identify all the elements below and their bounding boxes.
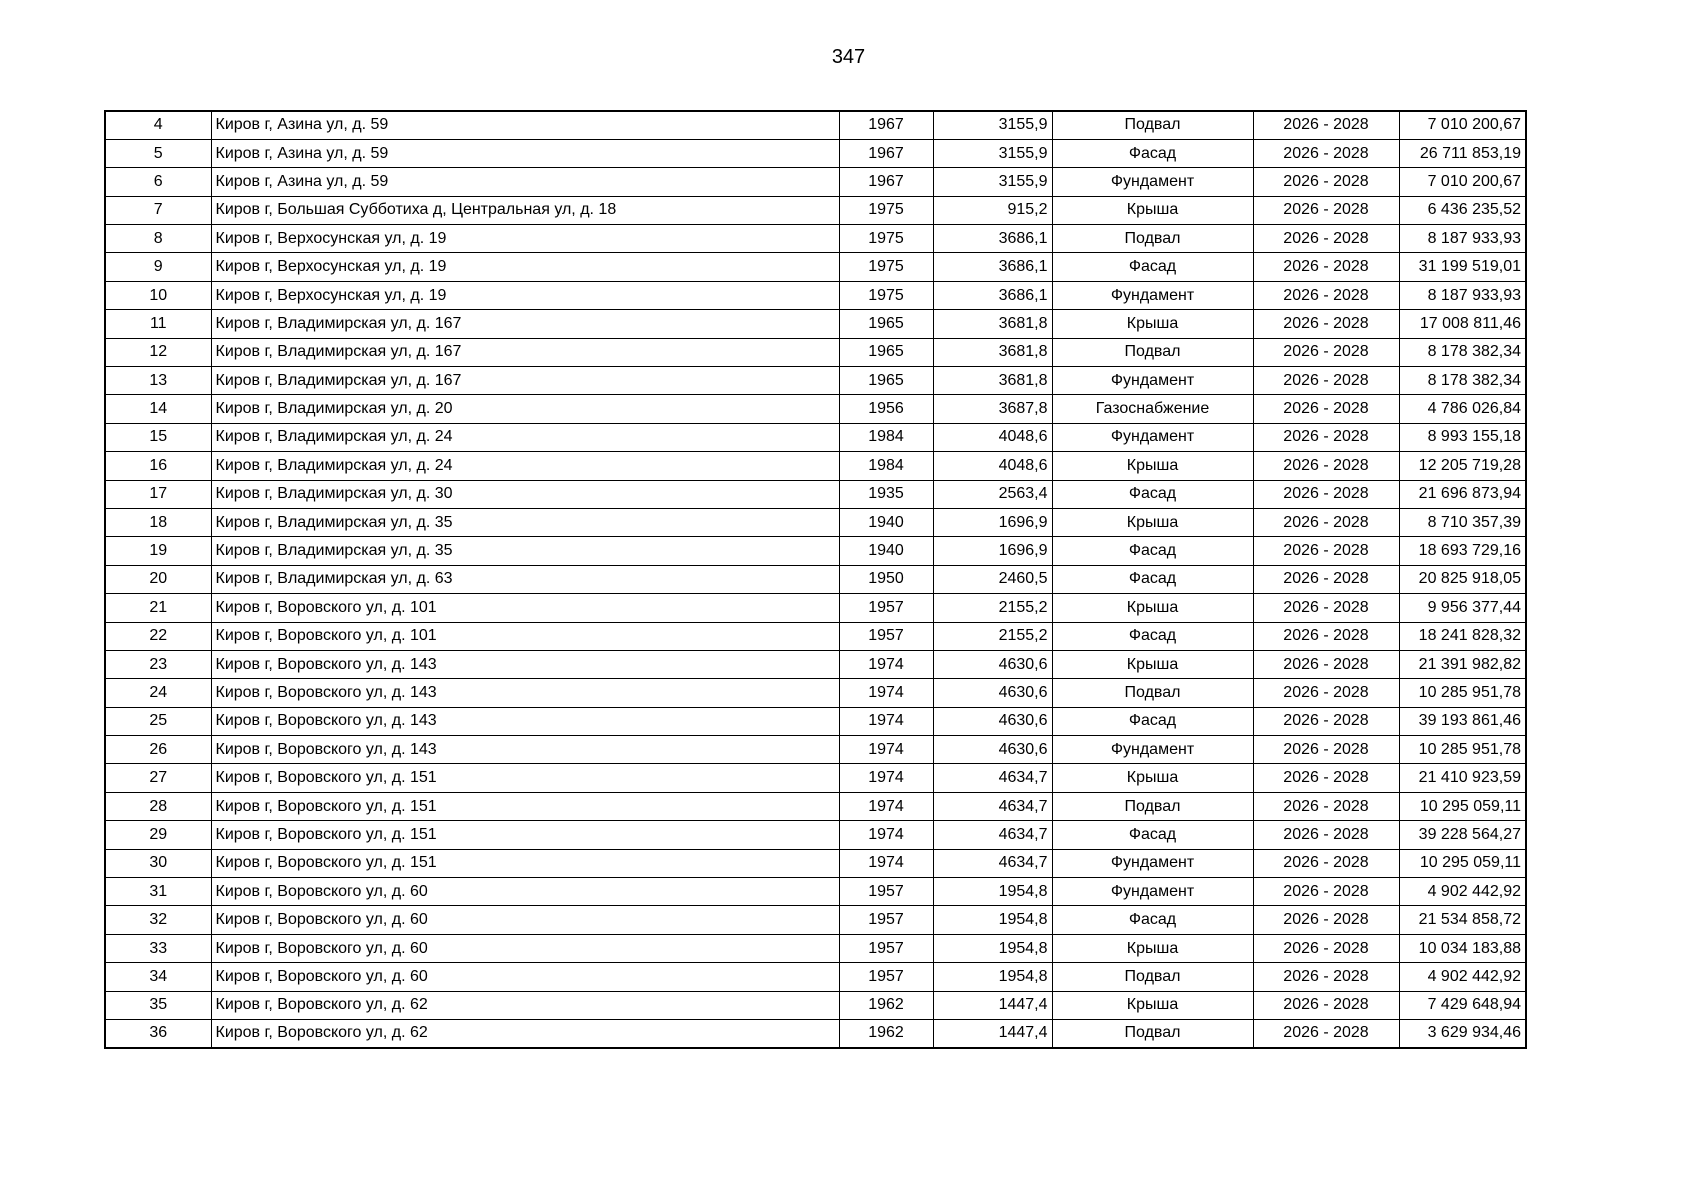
- year-built-cell: 1957: [839, 934, 933, 962]
- area-cell: 3155,9: [933, 111, 1052, 139]
- period-cell: 2026 - 2028: [1253, 963, 1399, 991]
- address-cell: Киров г, Азина ул, д. 59: [211, 168, 839, 196]
- year-built-cell: 1974: [839, 821, 933, 849]
- period-cell: 2026 - 2028: [1253, 395, 1399, 423]
- year-built-cell: 1940: [839, 537, 933, 565]
- address-cell: Киров г, Азина ул, д. 59: [211, 139, 839, 167]
- area-cell: 3686,1: [933, 281, 1052, 309]
- table-row: [105, 622, 1526, 650]
- period-cell: 2026 - 2028: [1253, 452, 1399, 480]
- table-row: [105, 594, 1526, 622]
- table-row: [105, 906, 1526, 934]
- period-cell: 2026 - 2028: [1253, 736, 1399, 764]
- work-type-cell: Крыша: [1052, 764, 1253, 792]
- cost-cell: 21 410 923,59: [1399, 764, 1526, 792]
- year-built-cell: 1984: [839, 423, 933, 451]
- address-cell: Киров г, Воровского ул, д. 143: [211, 650, 839, 678]
- address-cell: Киров г, Владимирская ул, д. 167: [211, 338, 839, 366]
- period-cell: 2026 - 2028: [1253, 367, 1399, 395]
- work-type-cell: Фундамент: [1052, 423, 1253, 451]
- work-type-cell: Фундамент: [1052, 367, 1253, 395]
- area-cell: 3155,9: [933, 139, 1052, 167]
- row-number-cell: 20: [105, 565, 211, 593]
- area-cell: 3681,8: [933, 367, 1052, 395]
- table-row: [105, 423, 1526, 451]
- cost-cell: 8 178 382,34: [1399, 338, 1526, 366]
- year-built-cell: 1940: [839, 508, 933, 536]
- cost-cell: 17 008 811,46: [1399, 310, 1526, 338]
- table-row: [105, 537, 1526, 565]
- address-cell: Киров г, Воровского ул, д. 62: [211, 1020, 839, 1048]
- cost-cell: 18 693 729,16: [1399, 537, 1526, 565]
- row-number-cell: 14: [105, 395, 211, 423]
- table-row: [105, 821, 1526, 849]
- cost-cell: 10 285 951,78: [1399, 679, 1526, 707]
- year-built-cell: 1984: [839, 452, 933, 480]
- cost-cell: 21 534 858,72: [1399, 906, 1526, 934]
- area-cell: 2563,4: [933, 480, 1052, 508]
- table-row: [105, 565, 1526, 593]
- period-cell: 2026 - 2028: [1253, 594, 1399, 622]
- year-built-cell: 1957: [839, 594, 933, 622]
- table-row: [105, 281, 1526, 309]
- work-type-cell: Фасад: [1052, 707, 1253, 735]
- work-type-cell: Крыша: [1052, 508, 1253, 536]
- period-cell: 2026 - 2028: [1253, 537, 1399, 565]
- address-cell: Киров г, Владимирская ул, д. 30: [211, 480, 839, 508]
- area-cell: 4634,7: [933, 764, 1052, 792]
- period-cell: 2026 - 2028: [1253, 423, 1399, 451]
- cost-cell: 10 285 951,78: [1399, 736, 1526, 764]
- table-row: [105, 139, 1526, 167]
- work-type-cell: Крыша: [1052, 452, 1253, 480]
- row-number-cell: 25: [105, 707, 211, 735]
- cost-cell: 10 034 183,88: [1399, 934, 1526, 962]
- work-type-cell: Газоснабжение: [1052, 395, 1253, 423]
- work-type-cell: Подвал: [1052, 338, 1253, 366]
- area-cell: 3686,1: [933, 225, 1052, 253]
- address-cell: Киров г, Воровского ул, д. 60: [211, 963, 839, 991]
- work-type-cell: Фундамент: [1052, 168, 1253, 196]
- area-cell: 3686,1: [933, 253, 1052, 281]
- row-number-cell: 19: [105, 537, 211, 565]
- cost-cell: 4 786 026,84: [1399, 395, 1526, 423]
- area-cell: 4634,7: [933, 821, 1052, 849]
- period-cell: 2026 - 2028: [1253, 281, 1399, 309]
- work-type-cell: Фасад: [1052, 906, 1253, 934]
- year-built-cell: 1957: [839, 963, 933, 991]
- row-number-cell: 4: [105, 111, 211, 139]
- table-row: [105, 650, 1526, 678]
- work-type-cell: Подвал: [1052, 111, 1253, 139]
- year-built-cell: 1974: [839, 849, 933, 877]
- period-cell: 2026 - 2028: [1253, 679, 1399, 707]
- row-number-cell: 22: [105, 622, 211, 650]
- row-number-cell: 10: [105, 281, 211, 309]
- year-built-cell: 1974: [839, 736, 933, 764]
- area-cell: 4630,6: [933, 736, 1052, 764]
- area-cell: 4048,6: [933, 452, 1052, 480]
- area-cell: 1954,8: [933, 963, 1052, 991]
- year-built-cell: 1974: [839, 650, 933, 678]
- area-cell: 915,2: [933, 196, 1052, 224]
- area-cell: 2155,2: [933, 622, 1052, 650]
- cost-cell: 21 696 873,94: [1399, 480, 1526, 508]
- year-built-cell: 1967: [839, 111, 933, 139]
- table-row: [105, 1020, 1526, 1048]
- cost-cell: 8 187 933,93: [1399, 281, 1526, 309]
- work-type-cell: Крыша: [1052, 934, 1253, 962]
- cost-cell: 4 902 442,92: [1399, 878, 1526, 906]
- address-cell: Киров г, Воровского ул, д. 151: [211, 792, 839, 820]
- address-cell: Киров г, Воровского ул, д. 60: [211, 934, 839, 962]
- year-built-cell: 1957: [839, 878, 933, 906]
- cost-cell: 26 711 853,19: [1399, 139, 1526, 167]
- area-cell: 4048,6: [933, 423, 1052, 451]
- cost-cell: 12 205 719,28: [1399, 452, 1526, 480]
- address-cell: Киров г, Воровского ул, д. 62: [211, 991, 839, 1019]
- cost-cell: 8 710 357,39: [1399, 508, 1526, 536]
- period-cell: 2026 - 2028: [1253, 310, 1399, 338]
- cost-cell: 9 956 377,44: [1399, 594, 1526, 622]
- period-cell: 2026 - 2028: [1253, 168, 1399, 196]
- row-number-cell: 36: [105, 1020, 211, 1048]
- year-built-cell: 1974: [839, 707, 933, 735]
- address-cell: Киров г, Воровского ул, д. 143: [211, 679, 839, 707]
- row-number-cell: 7: [105, 196, 211, 224]
- row-number-cell: 28: [105, 792, 211, 820]
- area-cell: 1447,4: [933, 1020, 1052, 1048]
- page-number: 347: [831, 46, 866, 68]
- year-built-cell: 1950: [839, 565, 933, 593]
- work-type-cell: Фасад: [1052, 480, 1253, 508]
- table-row: [105, 480, 1526, 508]
- work-type-cell: Фасад: [1052, 253, 1253, 281]
- period-cell: 2026 - 2028: [1253, 225, 1399, 253]
- area-cell: 4634,7: [933, 792, 1052, 820]
- area-cell: 3687,8: [933, 395, 1052, 423]
- work-type-cell: Подвал: [1052, 1020, 1253, 1048]
- row-number-cell: 16: [105, 452, 211, 480]
- table-row: [105, 367, 1526, 395]
- table-row: [105, 225, 1526, 253]
- work-type-cell: Фасад: [1052, 565, 1253, 593]
- area-cell: 3155,9: [933, 168, 1052, 196]
- work-type-cell: Фасад: [1052, 139, 1253, 167]
- work-type-cell: Крыша: [1052, 594, 1253, 622]
- period-cell: 2026 - 2028: [1253, 253, 1399, 281]
- address-cell: Киров г, Воровского ул, д. 60: [211, 878, 839, 906]
- row-number-cell: 27: [105, 764, 211, 792]
- period-cell: 2026 - 2028: [1253, 821, 1399, 849]
- year-built-cell: 1956: [839, 395, 933, 423]
- area-cell: 1954,8: [933, 934, 1052, 962]
- area-cell: 1447,4: [933, 991, 1052, 1019]
- cost-cell: 7 010 200,67: [1399, 168, 1526, 196]
- work-type-cell: Подвал: [1052, 792, 1253, 820]
- row-number-cell: 17: [105, 480, 211, 508]
- table-row: [105, 111, 1526, 139]
- period-cell: 2026 - 2028: [1253, 906, 1399, 934]
- cost-cell: 31 199 519,01: [1399, 253, 1526, 281]
- address-cell: Киров г, Воровского ул, д. 101: [211, 594, 839, 622]
- table-row: [105, 764, 1526, 792]
- period-cell: 2026 - 2028: [1253, 565, 1399, 593]
- row-number-cell: 34: [105, 963, 211, 991]
- period-cell: 2026 - 2028: [1253, 508, 1399, 536]
- area-cell: 4634,7: [933, 849, 1052, 877]
- work-type-cell: Крыша: [1052, 310, 1253, 338]
- year-built-cell: 1965: [839, 338, 933, 366]
- cost-cell: 8 178 382,34: [1399, 367, 1526, 395]
- area-cell: 1696,9: [933, 508, 1052, 536]
- address-cell: Киров г, Верхосунская ул, д. 19: [211, 253, 839, 281]
- table-row: [105, 168, 1526, 196]
- cost-cell: 18 241 828,32: [1399, 622, 1526, 650]
- row-number-cell: 15: [105, 423, 211, 451]
- year-built-cell: 1974: [839, 792, 933, 820]
- row-number-cell: 18: [105, 508, 211, 536]
- address-cell: Киров г, Владимирская ул, д. 35: [211, 508, 839, 536]
- table-row: [105, 934, 1526, 962]
- year-built-cell: 1975: [839, 281, 933, 309]
- cost-cell: 10 295 059,11: [1399, 849, 1526, 877]
- row-number-cell: 23: [105, 650, 211, 678]
- year-built-cell: 1957: [839, 906, 933, 934]
- cost-cell: 10 295 059,11: [1399, 792, 1526, 820]
- address-cell: Киров г, Владимирская ул, д. 167: [211, 310, 839, 338]
- address-cell: Киров г, Азина ул, д. 59: [211, 111, 839, 139]
- year-built-cell: 1974: [839, 764, 933, 792]
- area-cell: 3681,8: [933, 338, 1052, 366]
- year-built-cell: 1965: [839, 310, 933, 338]
- period-cell: 2026 - 2028: [1253, 1020, 1399, 1048]
- address-cell: Киров г, Владимирская ул, д. 20: [211, 395, 839, 423]
- table-row: [105, 792, 1526, 820]
- table-row: [105, 338, 1526, 366]
- year-built-cell: 1975: [839, 225, 933, 253]
- work-type-cell: Крыша: [1052, 991, 1253, 1019]
- table-row: [105, 878, 1526, 906]
- area-cell: 4630,6: [933, 679, 1052, 707]
- work-type-cell: Фасад: [1052, 821, 1253, 849]
- address-cell: Киров г, Верхосунская ул, д. 19: [211, 281, 839, 309]
- area-cell: 2460,5: [933, 565, 1052, 593]
- address-cell: Киров г, Владимирская ул, д. 24: [211, 423, 839, 451]
- repair-schedule-table: [104, 110, 1527, 1049]
- address-cell: Киров г, Воровского ул, д. 151: [211, 821, 839, 849]
- year-built-cell: 1975: [839, 253, 933, 281]
- table-row: [105, 310, 1526, 338]
- period-cell: 2026 - 2028: [1253, 878, 1399, 906]
- address-cell: Киров г, Воровского ул, д. 143: [211, 736, 839, 764]
- cost-cell: 39 228 564,27: [1399, 821, 1526, 849]
- cost-cell: 39 193 861,46: [1399, 707, 1526, 735]
- row-number-cell: 32: [105, 906, 211, 934]
- period-cell: 2026 - 2028: [1253, 650, 1399, 678]
- row-number-cell: 8: [105, 225, 211, 253]
- work-type-cell: Фундамент: [1052, 878, 1253, 906]
- address-cell: Киров г, Верхосунская ул, д. 19: [211, 225, 839, 253]
- cost-cell: 7 010 200,67: [1399, 111, 1526, 139]
- cost-cell: 8 187 933,93: [1399, 225, 1526, 253]
- period-cell: 2026 - 2028: [1253, 764, 1399, 792]
- period-cell: 2026 - 2028: [1253, 480, 1399, 508]
- row-number-cell: 24: [105, 679, 211, 707]
- area-cell: 4630,6: [933, 707, 1052, 735]
- year-built-cell: 1975: [839, 196, 933, 224]
- work-type-cell: Фасад: [1052, 537, 1253, 565]
- row-number-cell: 11: [105, 310, 211, 338]
- period-cell: 2026 - 2028: [1253, 139, 1399, 167]
- address-cell: Киров г, Воровского ул, д. 101: [211, 622, 839, 650]
- area-cell: 2155,2: [933, 594, 1052, 622]
- table-row: [105, 736, 1526, 764]
- address-cell: Киров г, Владимирская ул, д. 167: [211, 367, 839, 395]
- address-cell: Киров г, Владимирская ул, д. 63: [211, 565, 839, 593]
- row-number-cell: 33: [105, 934, 211, 962]
- year-built-cell: 1967: [839, 139, 933, 167]
- table-row: [105, 991, 1526, 1019]
- work-type-cell: Подвал: [1052, 679, 1253, 707]
- period-cell: 2026 - 2028: [1253, 792, 1399, 820]
- year-built-cell: 1935: [839, 480, 933, 508]
- row-number-cell: 9: [105, 253, 211, 281]
- address-cell: Киров г, Воровского ул, д. 143: [211, 707, 839, 735]
- address-cell: Киров г, Большая Субботиха д, Центральная ул, д. 18: [211, 196, 839, 224]
- row-number-cell: 31: [105, 878, 211, 906]
- row-number-cell: 35: [105, 991, 211, 1019]
- area-cell: 4630,6: [933, 650, 1052, 678]
- table-row: [105, 253, 1526, 281]
- address-cell: Киров г, Воровского ул, д. 151: [211, 849, 839, 877]
- period-cell: 2026 - 2028: [1253, 338, 1399, 366]
- address-cell: Киров г, Владимирская ул, д. 24: [211, 452, 839, 480]
- area-cell: 1696,9: [933, 537, 1052, 565]
- period-cell: 2026 - 2028: [1253, 622, 1399, 650]
- cost-cell: 20 825 918,05: [1399, 565, 1526, 593]
- cost-cell: 21 391 982,82: [1399, 650, 1526, 678]
- work-type-cell: Крыша: [1052, 196, 1253, 224]
- work-type-cell: Фундамент: [1052, 849, 1253, 877]
- area-cell: 3681,8: [933, 310, 1052, 338]
- row-number-cell: 5: [105, 139, 211, 167]
- table-row: [105, 963, 1526, 991]
- table-row: [105, 707, 1526, 735]
- work-type-cell: Фундамент: [1052, 736, 1253, 764]
- address-cell: Киров г, Владимирская ул, д. 35: [211, 537, 839, 565]
- year-built-cell: 1974: [839, 679, 933, 707]
- table-row: [105, 196, 1526, 224]
- period-cell: 2026 - 2028: [1253, 991, 1399, 1019]
- row-number-cell: 26: [105, 736, 211, 764]
- year-built-cell: 1967: [839, 168, 933, 196]
- table-row: [105, 508, 1526, 536]
- row-number-cell: 13: [105, 367, 211, 395]
- cost-cell: 3 629 934,46: [1399, 1020, 1526, 1048]
- row-number-cell: 6: [105, 168, 211, 196]
- period-cell: 2026 - 2028: [1253, 849, 1399, 877]
- period-cell: 2026 - 2028: [1253, 196, 1399, 224]
- area-cell: 1954,8: [933, 878, 1052, 906]
- table-row: [105, 849, 1526, 877]
- period-cell: 2026 - 2028: [1253, 934, 1399, 962]
- year-built-cell: 1962: [839, 991, 933, 1019]
- year-built-cell: 1957: [839, 622, 933, 650]
- cost-cell: 6 436 235,52: [1399, 196, 1526, 224]
- cost-cell: 8 993 155,18: [1399, 423, 1526, 451]
- row-number-cell: 30: [105, 849, 211, 877]
- cost-cell: 4 902 442,92: [1399, 963, 1526, 991]
- row-number-cell: 21: [105, 594, 211, 622]
- work-type-cell: Фасад: [1052, 622, 1253, 650]
- cost-cell: 7 429 648,94: [1399, 991, 1526, 1019]
- work-type-cell: Крыша: [1052, 650, 1253, 678]
- table-body: [105, 111, 1526, 1048]
- address-cell: Киров г, Воровского ул, д. 60: [211, 906, 839, 934]
- work-type-cell: Подвал: [1052, 225, 1253, 253]
- table-row: [105, 395, 1526, 423]
- table-row: [105, 452, 1526, 480]
- work-type-cell: Подвал: [1052, 963, 1253, 991]
- area-cell: 1954,8: [933, 906, 1052, 934]
- period-cell: 2026 - 2028: [1253, 111, 1399, 139]
- year-built-cell: 1962: [839, 1020, 933, 1048]
- address-cell: Киров г, Воровского ул, д. 151: [211, 764, 839, 792]
- row-number-cell: 29: [105, 821, 211, 849]
- year-built-cell: 1965: [839, 367, 933, 395]
- table-row: [105, 679, 1526, 707]
- work-type-cell: Фундамент: [1052, 281, 1253, 309]
- row-number-cell: 12: [105, 338, 211, 366]
- period-cell: 2026 - 2028: [1253, 707, 1399, 735]
